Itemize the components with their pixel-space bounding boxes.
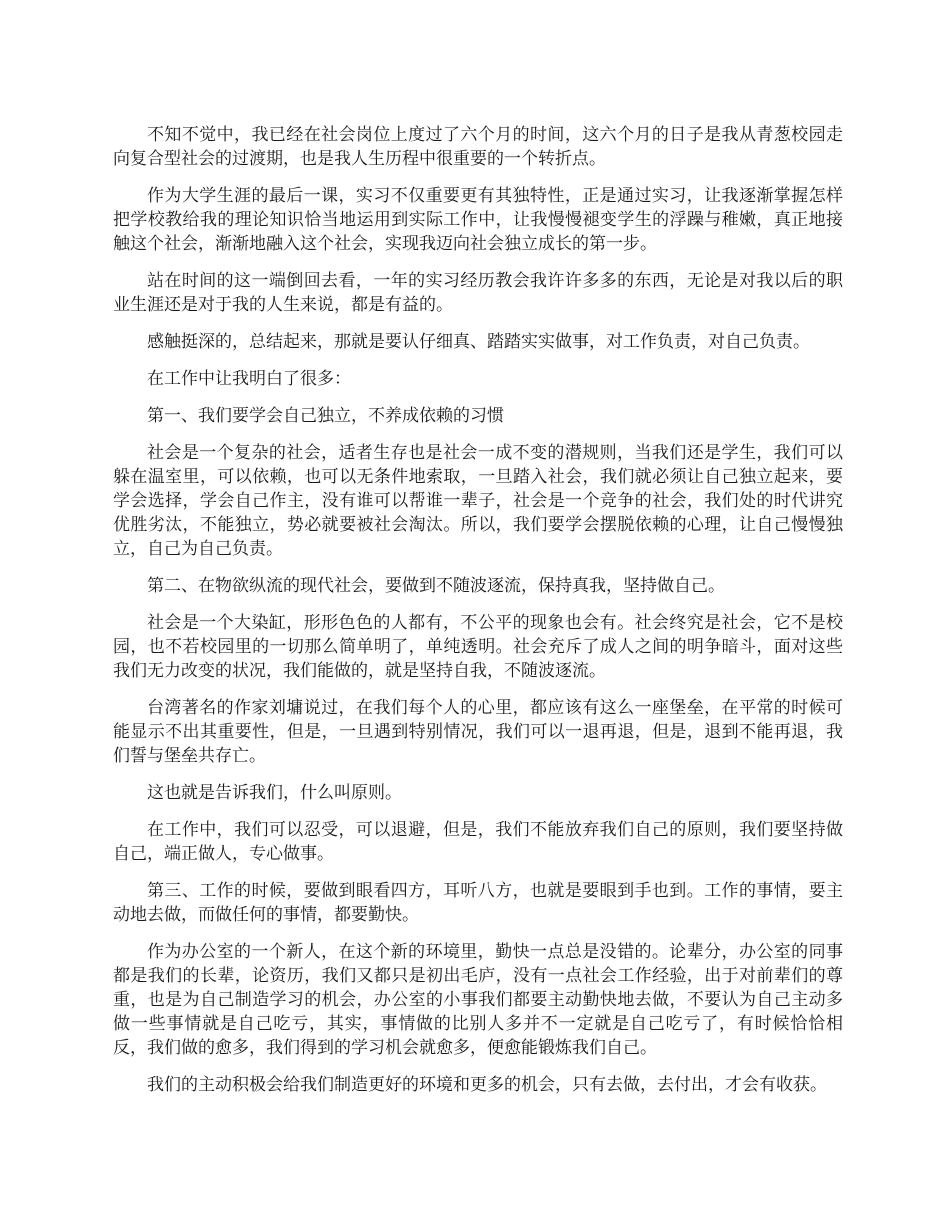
paragraph-principle: 这也就是告诉我们，什么叫原则。	[147, 783, 402, 803]
paragraph-intro: 不知不觉中，我已经在社会岗位上度过了六个月的时间，这六个月的日子是我从青葱校园走向复合型社会的过渡期，也是我人生历程中很重要的一个转折点。	[113, 125, 843, 169]
paragraph-principle-body: 在工作中，我们可以忍受，可以退避，但是，我们不能放弃我们自己的原则，我们要坚持做自己，端正做人，专心做事。	[113, 820, 843, 864]
paragraph-summary: 感触挺深的，总结起来，那就是要认仔细真、踏踏实实做事，对工作负责，对自己负责。	[147, 332, 810, 352]
paragraph-point-one-body: 社会是一个复杂的社会，适者生存也是社会一成不变的潜规则，当我们还是学生，我们可以躲在温室里，可以依赖，也可以无条件地索取，一旦踏入社会，我们就必须让自己独立起来，要学会选择，学会自己作主，没有谁可以帮谁一辈子，社会是一个竞争的社会，我们处的时代讲究优胜劣汰，不能独立，势必就要被社会淘汰。所以，我们要学会摆脱依赖的心理，让自己慢慢独立，自己为自己负责。	[113, 443, 843, 559]
paragraph-conclusion: 我们的主动积极会给我们制造更好的环境和更多的机会，只有去做，去付出，才会有收获。	[147, 1075, 827, 1095]
paragraph-looking-back: 站在时间的这一端倒回去看，一年的实习经历教会我许许多多的东西，无论是对我以后的职业生涯还是对于我的人生来说，都是有益的。	[113, 271, 843, 315]
paragraph-point-three-body: 作为办公室的一个新人，在这个新的环境里，勤快一点总是没错的。论辈分，办公室的同事都是我们的长辈，论资历，我们又都只是初出毛庐，没有一点社会工作经验，出于对前辈们的尊重，也是为自己制造学习的机会，办公室的小事我们都要主动勤快地去做，不要认为自己主动多做一些事情就是自己吃亏，其实，事情做的比别人多并不一定就是自己吃亏了，有时候恰恰相反，我们做的愈多，我们得到的学习机会就愈多，便愈能锻炼我们自己。	[113, 942, 843, 1058]
paragraph-point-one-heading: 第一、我们要学会自己独立，不养成依赖的习惯	[147, 406, 504, 426]
paragraph-point-two-body: 社会是一个大染缸，形形色色的人都有，不公平的现象也会有。社会终究是社会，它不是校园，也不若校园里的一切那么简单明了，单纯透明。社会充斥了成人之间的明争暗斗，面对这些我们无力改变的状况，我们能做的，就是坚持自我，不随波逐流。	[113, 613, 843, 681]
paragraph-quote: 台湾著名的作家刘墉说过，在我们每个人的心里，都应该有这么一座堡垒，在平常的时候可能显示不出其重要性，但是，一旦遇到特别情况，我们可以一退再退，但是，退到不能再退，我们誓与堡垒共存亡。	[113, 698, 843, 766]
paragraph-point-three-heading: 第三、工作的时候，要做到眼看四方，耳听八方，也就是要眼到手也到。工作的事情，要主动地去做，而做任何的事情，都要勤快。	[113, 881, 843, 925]
paragraph-point-two-heading: 第二、在物欲纵流的现代社会，要做到不随波逐流，保持真我，坚持做自己。	[147, 576, 725, 596]
paragraph-lessons-intro: 在工作中让我明白了很多：	[147, 369, 351, 389]
document-body	[113, 123, 843, 1110]
paragraph-internship-purpose: 作为大学生涯的最后一课，实习不仅重要更有其独特性，正是通过实习，让我逐渐掌握怎样把学校教给我的理论知识恰当地运用到实际工作中，让我慢慢褪变学生的浮躁与稚嫩，真正地接触这个社会，渐渐地融入这个社会，实现我迈向社会独立成长的第一步。	[113, 186, 843, 254]
